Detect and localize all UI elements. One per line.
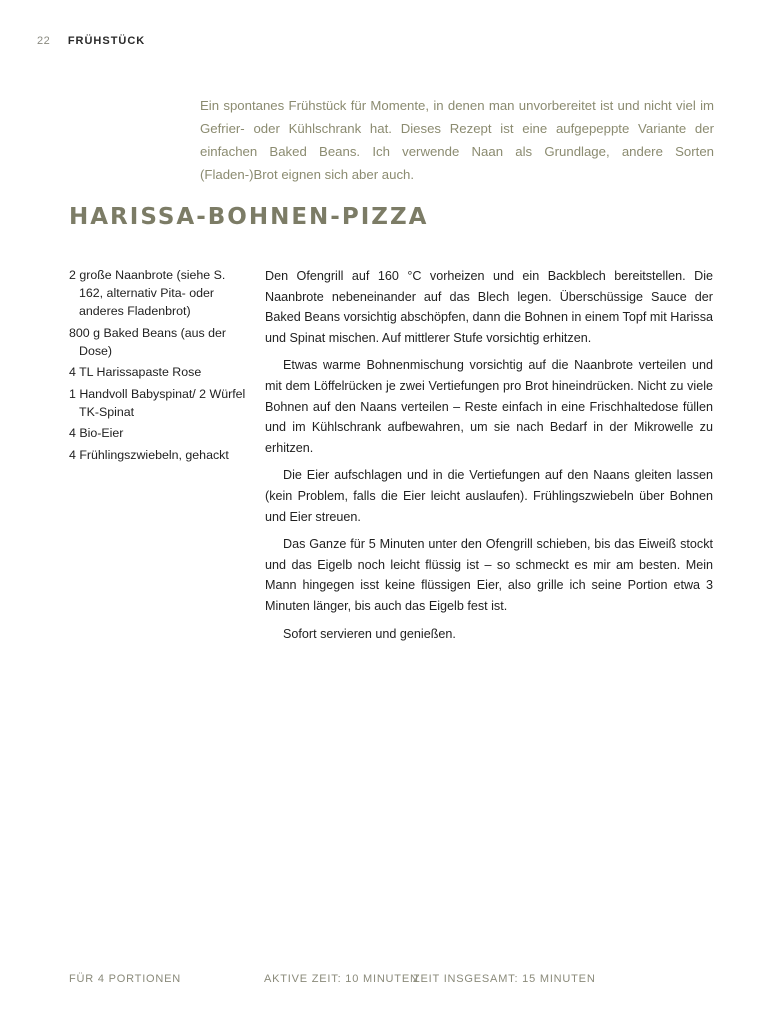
ingredient-item: 2 große Naanbrote (siehe S. 162, alternativ Pita- oder anderes Fladenbrot) [69, 268, 226, 318]
instruction-step: Etwas warme Bohnenmischung vorsichtig auf die Naanbrote verteilen und mit dem Löffelrücken je zwei Vertiefungen pro Brot hineindrücken. Nicht zu viele Bohnen auf den Naans verteilen – Reste einfach in eine Frischhaltedose füllen und im Kühlschrank aufbewahren, um sie nach Bedarf in der Mikrowelle zu erhitzen. [265, 358, 713, 455]
ingredients-list [69, 266, 249, 467]
ingredient-item: 4 TL Harissapaste Rose [69, 365, 202, 379]
ingredient-item: 4 Bio-Eier [69, 426, 124, 440]
active-time-info: AKTIVE ZEIT: 10 MINUTEN [264, 973, 419, 985]
running-header [37, 35, 145, 47]
instruction-step: Sofort servieren und genießen. [283, 626, 456, 641]
instruction-step: Den Ofengrill auf 160 °C vorheizen und ein Backblech bereitstellen. Die Naanbrote nebeneinander auf das Blech legen. Überschüssige Sauce der Baked Beans vorsichtig abschöpfen, dann die Bohnen in einem Topf mit Harissa und Spinat mischen. Auf mittlerer Stufe vorsichtig erhitzen. [265, 269, 713, 345]
page-number: 22 [37, 35, 51, 47]
portions-info: FÜR 4 PORTIONEN [69, 973, 182, 985]
ingredient-item: 800 g Baked Beans (aus der Dose) [69, 325, 227, 358]
instructions [265, 266, 713, 651]
instruction-step: Die Eier aufschlagen und in die Vertiefungen auf den Naans gleiten lassen (kein Problem, falls die Eier leicht auslaufen). Frühlingszwiebeln über Bohnen und Eier streuen. [265, 468, 713, 524]
ingredient-item: 4 Frühlingszwiebeln, gehackt [69, 447, 229, 462]
ingredient-item: 1 Handvoll Babyspinat/ 2 Würfel TK-Spinat [69, 386, 246, 419]
intro-paragraph [200, 94, 714, 186]
intro-text: Ein spontanes Frühstück für Momente, in denen man unvorbereitet ist und nicht viel im Gefrier- oder Kühlschrank hat. Dieses Rezept ist eine aufgepeppte Variante der einfachen Baked Beans. Ich verwende Naan als Grundlage, andere Sorten (Fladen-)Brot eignen sich aber auch. [200, 98, 714, 182]
instruction-step: Das Ganze für 5 Minuten unter den Ofengrill schieben, bis das Eiweiß stockt und das Eigelb noch leicht flüssig ist – so schmeckt es mir am besten. Mein Mann hingegen isst keine flüssigen Eier, also grille ich seine Portion etwa 3 Minuten länger, bis auch das Eigelb fest ist. [265, 537, 713, 613]
recipe-title: HARISSA-BOHNEN-PIZZA [69, 204, 429, 230]
total-time-info: ZEIT INSGESAMT: 15 MINUTEN [413, 973, 596, 985]
section-title: FRÜHSTÜCK [67, 35, 146, 47]
